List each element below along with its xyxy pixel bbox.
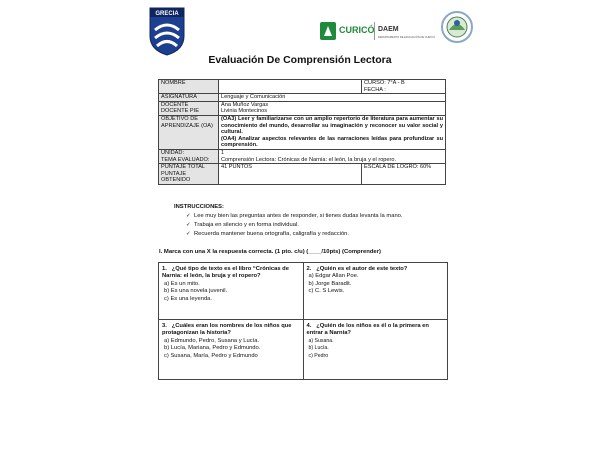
question-text: 4. ¿Quién de los niños es él o la primera en entrar a Narnia? bbox=[306, 323, 429, 337]
unidad-tema-values bbox=[219, 149, 446, 163]
page-title: Evaluación De Comprensión Lectora bbox=[208, 54, 392, 66]
checkmark-icon: ✓ bbox=[186, 231, 191, 237]
answer-option[interactable]: b) Jorge Baradit. bbox=[308, 280, 352, 287]
question-4 bbox=[303, 320, 448, 380]
docente-labels bbox=[159, 101, 219, 115]
asignatura-label: ASIGNATURA bbox=[159, 94, 219, 102]
answer-option[interactable]: c) Es una leyenda. bbox=[164, 295, 213, 302]
instruction-text: Recuerda mantener buena ortografía, caligrafía y redacción. bbox=[194, 231, 349, 237]
unidad-label: UNIDAD: bbox=[161, 149, 184, 156]
answer-option[interactable]: b) Lucía, Mariana, Pedro y Edmundo. bbox=[164, 345, 261, 352]
answer-option[interactable]: c) C. S Lewis. bbox=[308, 288, 345, 295]
objetivo-value bbox=[219, 115, 446, 149]
objetivo-label: OBJETIVO DE APRENDIZAJE (OA) bbox=[159, 115, 219, 149]
answer-option[interactable]: a) Edmundo, Pedro, Susana y Lucía. bbox=[164, 337, 260, 344]
checkmark-icon: ✓ bbox=[186, 222, 191, 228]
instruction-text: Trabaja en silencio y en forma individual. bbox=[194, 222, 299, 228]
questions-table bbox=[158, 262, 448, 380]
oa4-text: (OA4) Analizar aspectos relevantes de las narraciones leídas para profundizar su comprensión. bbox=[221, 135, 443, 149]
curico-brand-text: CURICÓ bbox=[339, 25, 375, 35]
instruction-item bbox=[186, 230, 403, 239]
answer-option[interactable]: a) Susana. bbox=[308, 337, 334, 344]
question-text: 3. ¿Cuáles eran los nombres de los niños que protagonizan la historia? bbox=[162, 323, 292, 337]
answer-option[interactable]: a) Edgar Allan Poe. bbox=[308, 273, 359, 280]
instruction-text: Lee muy bien las preguntas antes de responder, si tienes dudas levanta la mano. bbox=[194, 213, 403, 219]
answer-option[interactable]: a) Es un mito. bbox=[164, 280, 200, 287]
instruction-item bbox=[186, 212, 403, 221]
escala-logro: ESCALA DE LOGRO: 60% bbox=[362, 164, 446, 185]
daem-text: DAEM bbox=[378, 26, 399, 33]
instructions-title: INSTRUCCIONES: bbox=[174, 204, 224, 210]
answer-option[interactable]: b) Lucía. bbox=[308, 345, 329, 352]
unidad-value: 1 bbox=[221, 149, 225, 156]
question-1 bbox=[159, 263, 304, 320]
asignatura-value: Lenguaje y Comunicación bbox=[219, 94, 446, 102]
question-2 bbox=[303, 263, 448, 320]
docente-pie-label: DOCENTE PIE bbox=[161, 108, 199, 115]
section-title: I. Marca con una X la respuesta correcta. (1 pto. c/u) (____/10pts) (Comprender) bbox=[159, 249, 381, 255]
school-logo-text: GRECIA bbox=[155, 11, 179, 17]
question-3 bbox=[159, 320, 304, 380]
docente-label: DOCENTE bbox=[161, 101, 189, 108]
nombre-field[interactable] bbox=[219, 80, 362, 94]
fecha-field[interactable]: FECHA : bbox=[364, 86, 386, 93]
oa3-text: (OA3) Leer y familiarizarse con un amplio repertorio de literatura para aumentar su conocimiento del mundo, desarrollar su imaginación y reconocer su valor social y cultural. bbox=[221, 115, 443, 136]
answer-option[interactable]: c) Pedro bbox=[308, 352, 329, 359]
student-info-table bbox=[158, 79, 446, 185]
checkmark-icon: ✓ bbox=[186, 213, 191, 219]
instructions-list bbox=[186, 212, 403, 239]
docente-value: Ana Muñoz Vargas bbox=[221, 101, 269, 108]
question-text: 1. ¿Qué tipo de texto es el libro “Crónicas de Narnia: el león, la bruja y el ropero? bbox=[162, 266, 289, 280]
nombre-label: NOMBRE bbox=[159, 80, 219, 94]
puntaje-labels bbox=[159, 164, 219, 185]
puntaje-obtenido-label: PUNTAJE OBTENIDO bbox=[161, 170, 191, 184]
docente-values bbox=[219, 101, 446, 115]
instruction-item bbox=[186, 221, 403, 230]
daem-subtitle-text: DEPARTAMENTO DE EDUCACIÓN DE CURICÓ bbox=[378, 36, 436, 39]
answer-option[interactable]: c) Susana, María, Pedro y Edmundo bbox=[164, 352, 258, 359]
puntaje-total-value: 41 PUNTOS bbox=[219, 164, 362, 185]
round-seal-logo bbox=[440, 10, 474, 44]
unidad-tema-labels bbox=[159, 149, 219, 163]
tema-label: TEMA EVALUADO: bbox=[161, 156, 210, 163]
answer-option[interactable]: b) Es una novela juvenil. bbox=[164, 288, 228, 295]
docente-pie-value: Livinia Montecinos bbox=[221, 108, 268, 115]
tema-value: Comprensión Lectora: Crónicas de Narnia: el león, la bruja y el ropero. bbox=[221, 156, 397, 163]
school-shield-logo bbox=[148, 6, 186, 56]
question-text: 2. ¿Quién es el autor de este texto? bbox=[306, 266, 408, 272]
curico-daem-logo bbox=[318, 16, 448, 48]
curso-text: CURSO: 7°A - B bbox=[364, 80, 405, 86]
puntaje-total-label: PUNTAJE TOTAL bbox=[161, 164, 206, 171]
curso-fecha-cell bbox=[362, 80, 446, 94]
